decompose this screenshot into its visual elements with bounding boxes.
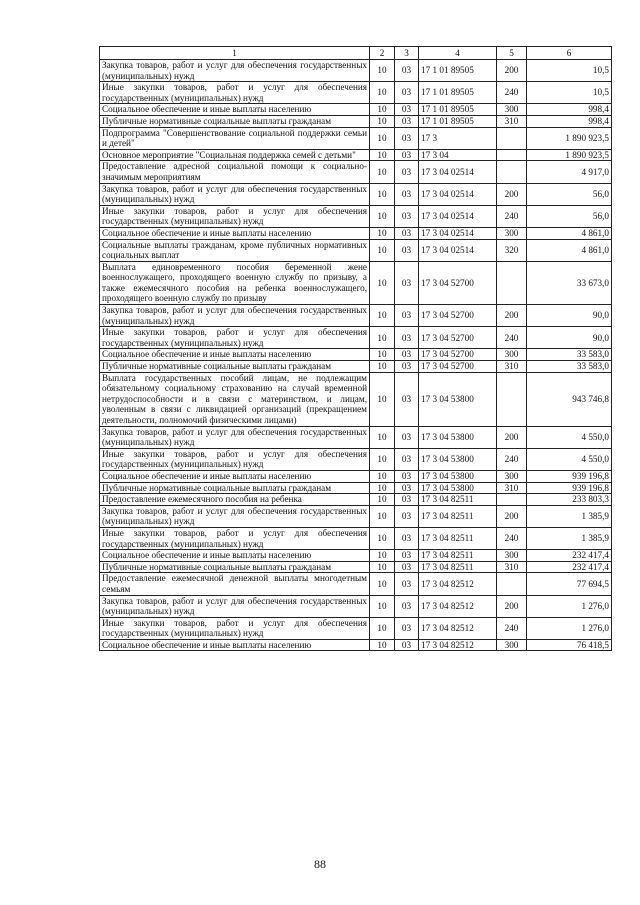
row-section: 10 [370, 149, 395, 161]
row-amount: 232 417,4 [527, 561, 612, 573]
row-description: Иные закупки товаров, работ и услуг для обеспечения государственных (муниципальных) нужд [100, 205, 370, 227]
row-section: 10 [370, 595, 395, 617]
row-expense-type: 300 [497, 550, 527, 562]
row-description: Иные закупки товаров, работ и услуг для обеспечения государственных (муниципальных) нужд [100, 327, 370, 349]
row-expense-type: 240 [497, 82, 527, 104]
row-expense-type: 300 [497, 349, 527, 361]
row-description: Предоставление адресной социальной помощи к социально-значимым мероприятиям [100, 161, 370, 183]
row-amount: 998,4 [527, 104, 612, 116]
row-expense-type [497, 573, 527, 595]
row-amount: 1 276,0 [527, 595, 612, 617]
table-row [100, 482, 612, 494]
row-section: 10 [370, 550, 395, 562]
row-subsection: 03 [395, 183, 419, 205]
row-amount: 33 583,0 [527, 349, 612, 361]
row-description: Выплата государственных пособий лицам, не подлежащим обязательному социальному страхованию на случай временной нетрудоспособности и в связи с материнством, и лицам, уволенным в связи с ликвидацией организаций (прекращением деятельности, полномочий физическими лицами) [100, 372, 370, 426]
row-section: 10 [370, 494, 395, 506]
row-subsection: 03 [395, 505, 419, 527]
row-amount: 4 550,0 [527, 426, 612, 448]
row-section: 10 [370, 561, 395, 573]
row-subsection: 03 [395, 349, 419, 361]
row-amount: 232 417,4 [527, 550, 612, 562]
row-expense-type [497, 161, 527, 183]
row-target-code: 17 3 04 53800 [419, 482, 497, 494]
row-section: 10 [370, 104, 395, 116]
table-row [100, 60, 612, 82]
table-row [100, 361, 612, 373]
table-row [100, 227, 612, 239]
row-description: Социальное обеспечение и иные выплаты населению [100, 227, 370, 239]
row-target-code: 17 3 04 82512 [419, 639, 497, 651]
row-subsection: 03 [395, 205, 419, 227]
row-expense-type [497, 149, 527, 161]
row-subsection: 03 [395, 115, 419, 127]
page-number: 88 [314, 857, 326, 871]
row-expense-type: 310 [497, 561, 527, 573]
row-expense-type: 240 [497, 527, 527, 549]
row-description: Социальное обеспечение и иные выплаты населению [100, 550, 370, 562]
row-subsection: 03 [395, 617, 419, 639]
row-amount: 1 385,9 [527, 505, 612, 527]
col-header-2: 2 [370, 47, 395, 60]
table-row [100, 448, 612, 470]
row-expense-type: 300 [497, 227, 527, 239]
row-section: 10 [370, 482, 395, 494]
row-amount: 4 861,0 [527, 239, 612, 261]
row-target-code: 17 3 04 02514 [419, 227, 497, 239]
row-amount: 56,0 [527, 183, 612, 205]
row-target-code: 17 3 04 82512 [419, 573, 497, 595]
row-amount: 1 890 923,5 [527, 127, 612, 149]
row-description: Закупка товаров, работ и услуг для обеспечения государственных (муниципальных) нужд [100, 305, 370, 327]
row-section: 10 [370, 305, 395, 327]
row-expense-type: 300 [497, 104, 527, 116]
row-target-code: 17 3 04 53800 [419, 372, 497, 426]
row-description: Публичные нормативные социальные выплаты гражданам [100, 482, 370, 494]
row-target-code: 17 3 04 82511 [419, 505, 497, 527]
row-target-code: 17 3 04 82511 [419, 561, 497, 573]
row-expense-type: 240 [497, 205, 527, 227]
row-section: 10 [370, 60, 395, 82]
row-expense-type: 200 [497, 305, 527, 327]
row-amount: 90,0 [527, 327, 612, 349]
table-row [100, 561, 612, 573]
row-amount: 90,0 [527, 305, 612, 327]
table-row [100, 505, 612, 527]
row-target-code: 17 3 04 82511 [419, 527, 497, 549]
row-expense-type: 300 [497, 470, 527, 482]
row-subsection: 03 [395, 239, 419, 261]
row-amount: 1 890 923,5 [527, 149, 612, 161]
table-row [100, 470, 612, 482]
row-section: 10 [370, 505, 395, 527]
row-description: Публичные нормативные социальные выплаты гражданам [100, 561, 370, 573]
row-description: Иные закупки товаров, работ и услуг для обеспечения государственных (муниципальных) нужд [100, 82, 370, 104]
row-description: Публичные нормативные социальные выплаты гражданам [100, 115, 370, 127]
row-amount: 233 803,3 [527, 494, 612, 506]
row-target-code: 17 3 04 52700 [419, 361, 497, 373]
table-row [100, 183, 612, 205]
table-row [100, 127, 612, 149]
table-row [100, 161, 612, 183]
row-description: Подпрограмма "Совершенствование социальной поддержки семьи и детей" [100, 127, 370, 149]
row-description: Закупка товаров, работ и услуг для обеспечения государственных (муниципальных) нужд [100, 60, 370, 82]
row-subsection: 03 [395, 104, 419, 116]
row-expense-type: 310 [497, 115, 527, 127]
row-subsection: 03 [395, 426, 419, 448]
table-row [100, 205, 612, 227]
row-subsection: 03 [395, 361, 419, 373]
row-subsection: 03 [395, 482, 419, 494]
row-section: 10 [370, 349, 395, 361]
row-description: Социальное обеспечение и иные выплаты населению [100, 349, 370, 361]
table-row [100, 305, 612, 327]
row-description: Основное мероприятие "Социальная поддержка семей с детьми" [100, 149, 370, 161]
row-description: Закупка товаров, работ и услуг для обеспечения государственных (муниципальных) нужд [100, 426, 370, 448]
col-header-3: 3 [395, 47, 419, 60]
table-row [100, 494, 612, 506]
row-description: Закупка товаров, работ и услуг для обеспечения государственных (муниципальных) нужд [100, 595, 370, 617]
table-row [100, 527, 612, 549]
row-subsection: 03 [395, 527, 419, 549]
row-expense-type: 300 [497, 639, 527, 651]
header-row [100, 47, 612, 60]
row-section: 10 [370, 527, 395, 549]
row-expense-type: 200 [497, 60, 527, 82]
row-amount: 1 276,0 [527, 617, 612, 639]
row-section: 10 [370, 127, 395, 149]
table-row [100, 595, 612, 617]
row-section: 10 [370, 161, 395, 183]
row-expense-type: 310 [497, 482, 527, 494]
col-header-6: 6 [527, 47, 612, 60]
row-description: Выплата единовременного пособия беременной жене военнослужащего, проходящего военную службу по призыву, а также ежемесячного пособия на ребенка военнослужащего, проходящего военную службу по призыву [100, 261, 370, 304]
row-section: 10 [370, 261, 395, 304]
row-section: 10 [370, 205, 395, 227]
row-expense-type [497, 261, 527, 304]
row-section: 10 [370, 372, 395, 426]
table-row [100, 239, 612, 261]
table-row [100, 327, 612, 349]
row-target-code: 17 3 04 82511 [419, 494, 497, 506]
row-description: Иные закупки товаров, работ и услуг для обеспечения государственных (муниципальных) нужд [100, 617, 370, 639]
row-description: Иные закупки товаров, работ и услуг для обеспечения государственных (муниципальных) нужд [100, 527, 370, 549]
row-amount: 33 673,0 [527, 261, 612, 304]
row-subsection: 03 [395, 60, 419, 82]
row-target-code: 17 3 04 52700 [419, 261, 497, 304]
row-subsection: 03 [395, 161, 419, 183]
row-expense-type [497, 372, 527, 426]
row-target-code: 17 3 04 02514 [419, 183, 497, 205]
row-target-code: 17 3 04 82512 [419, 617, 497, 639]
row-subsection: 03 [395, 82, 419, 104]
table-row [100, 261, 612, 304]
row-target-code: 17 3 04 52700 [419, 305, 497, 327]
row-target-code: 17 3 04 02514 [419, 239, 497, 261]
table-row [100, 372, 612, 426]
row-target-code: 17 3 04 02514 [419, 161, 497, 183]
row-description: Предоставление ежемесячной денежной выплаты многодетным семьям [100, 573, 370, 595]
row-subsection: 03 [395, 550, 419, 562]
row-expense-type: 240 [497, 617, 527, 639]
row-amount: 10,5 [527, 82, 612, 104]
row-amount: 76 418,5 [527, 639, 612, 651]
row-description: Социальные выплаты гражданам, кроме публичных нормативных социальных выплат [100, 239, 370, 261]
row-section: 10 [370, 239, 395, 261]
row-target-code: 17 1 01 89505 [419, 104, 497, 116]
row-target-code: 17 3 [419, 127, 497, 149]
col-header-1: 1 [100, 47, 370, 60]
table-row [100, 82, 612, 104]
row-subsection: 03 [395, 127, 419, 149]
row-description: Социальное обеспечение и иные выплаты населению [100, 470, 370, 482]
row-subsection: 03 [395, 561, 419, 573]
row-section: 10 [370, 617, 395, 639]
row-target-code: 17 1 01 89505 [419, 82, 497, 104]
row-amount: 4 861,0 [527, 227, 612, 239]
table-row [100, 149, 612, 161]
row-amount: 77 694,5 [527, 573, 612, 595]
row-expense-type [497, 127, 527, 149]
row-section: 10 [370, 361, 395, 373]
row-amount: 939 196,8 [527, 470, 612, 482]
row-expense-type: 200 [497, 426, 527, 448]
row-section: 10 [370, 115, 395, 127]
row-description: Предоставление ежемесячного пособия на ребенка [100, 494, 370, 506]
row-target-code: 17 3 04 [419, 149, 497, 161]
row-subsection: 03 [395, 327, 419, 349]
row-target-code: 17 3 04 53800 [419, 426, 497, 448]
row-subsection: 03 [395, 149, 419, 161]
row-expense-type: 320 [497, 239, 527, 261]
row-target-code: 17 1 01 89505 [419, 115, 497, 127]
row-description: Социальное обеспечение и иные выплаты населению [100, 639, 370, 651]
row-expense-type [497, 494, 527, 506]
row-subsection: 03 [395, 470, 419, 482]
row-amount: 998,4 [527, 115, 612, 127]
row-subsection: 03 [395, 448, 419, 470]
row-subsection: 03 [395, 372, 419, 426]
row-target-code: 17 3 04 52700 [419, 349, 497, 361]
row-expense-type: 200 [497, 505, 527, 527]
table-row [100, 617, 612, 639]
row-description: Закупка товаров, работ и услуг для обеспечения государственных (муниципальных) нужд [100, 505, 370, 527]
row-expense-type: 200 [497, 595, 527, 617]
row-target-code: 17 3 04 53800 [419, 470, 497, 482]
row-expense-type: 240 [497, 327, 527, 349]
row-amount: 4 917,0 [527, 161, 612, 183]
row-section: 10 [370, 426, 395, 448]
row-target-code: 17 1 01 89505 [419, 60, 497, 82]
row-description: Публичные нормативные социальные выплаты гражданам [100, 361, 370, 373]
row-expense-type: 240 [497, 448, 527, 470]
row-amount: 56,0 [527, 205, 612, 227]
row-amount: 939 196,8 [527, 482, 612, 494]
row-expense-type: 200 [497, 183, 527, 205]
row-subsection: 03 [395, 305, 419, 327]
row-amount: 33 583,0 [527, 361, 612, 373]
row-section: 10 [370, 227, 395, 239]
row-target-code: 17 3 04 82512 [419, 595, 497, 617]
row-section: 10 [370, 82, 395, 104]
table-row [100, 573, 612, 595]
row-description: Закупка товаров, работ и услуг для обеспечения государственных (муниципальных) нужд [100, 183, 370, 205]
row-expense-type: 310 [497, 361, 527, 373]
row-subsection: 03 [395, 573, 419, 595]
table-row [100, 349, 612, 361]
row-description: Социальное обеспечение и иные выплаты населению [100, 104, 370, 116]
row-section: 10 [370, 573, 395, 595]
row-amount: 943 746,8 [527, 372, 612, 426]
row-section: 10 [370, 183, 395, 205]
row-target-code: 17 3 04 53800 [419, 448, 497, 470]
col-header-4: 4 [419, 47, 497, 60]
row-amount: 4 550,0 [527, 448, 612, 470]
row-section: 10 [370, 639, 395, 651]
row-section: 10 [370, 327, 395, 349]
table-row [100, 104, 612, 116]
row-target-code: 17 3 04 52700 [419, 327, 497, 349]
row-subsection: 03 [395, 227, 419, 239]
table-row [100, 639, 612, 651]
row-target-code: 17 3 04 02514 [419, 205, 497, 227]
row-subsection: 03 [395, 595, 419, 617]
row-target-code: 17 3 04 82511 [419, 550, 497, 562]
table-row [100, 550, 612, 562]
row-description: Иные закупки товаров, работ и услуг для обеспечения государственных (муниципальных) нужд [100, 448, 370, 470]
row-subsection: 03 [395, 261, 419, 304]
table-row [100, 426, 612, 448]
col-header-5: 5 [497, 47, 527, 60]
row-amount: 10,5 [527, 60, 612, 82]
budget-table [99, 46, 612, 651]
row-subsection: 03 [395, 639, 419, 651]
row-section: 10 [370, 448, 395, 470]
table-row [100, 115, 612, 127]
row-subsection: 03 [395, 494, 419, 506]
row-section: 10 [370, 470, 395, 482]
row-amount: 1 385,9 [527, 527, 612, 549]
